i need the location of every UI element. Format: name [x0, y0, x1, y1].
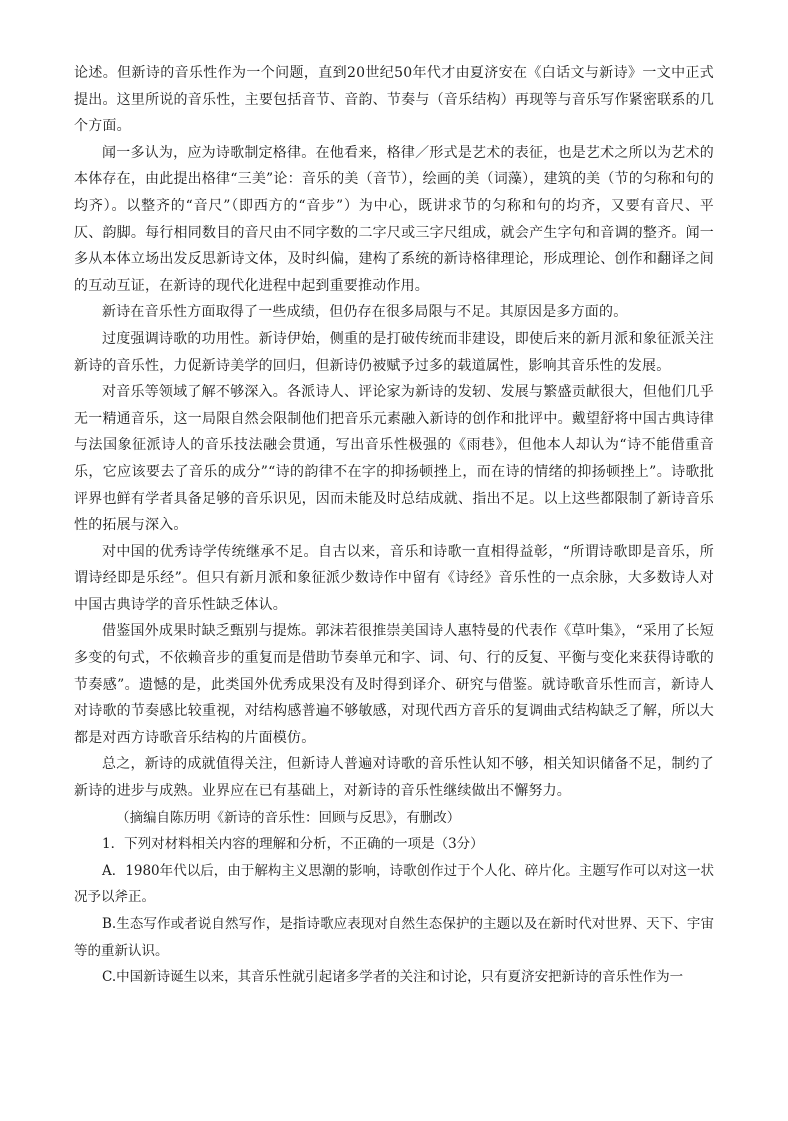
paragraph-2: 闻一多认为，应为诗歌制定格律。在他看来，格律／形式是艺术的表征，也是艺术之所以为艺术的本体存在，由此提出格律“三美”论：音乐的美（音节），绘画的美（词藻），建筑的美（节的匀称和句的均齐）。以整齐的“音尺”（即西方的“音步”）为中心，既讲求节的匀称和句的均齐，又要有音尺、平仄、韵脚。每行相同数目的音尺由不同字数的二字尺或三字尺组成，就会产生字句和音调的整齐。闻一多从本体立场出发反思新诗文体，及时纠偏，建构了系统的新诗格律理论，形成理论、创作和翻译之间的互动互证，在新诗的现代化进程中起到重要推动作用。	[74, 144, 714, 294]
paragraph-1: 论述。但新诗的音乐性作为一个问题，直到20世纪50年代才由夏济安在《白话文与新诗》一文中正式提出。这里所说的音乐性，主要包括音节、音韵、节奏与（音乐结构）再现等与音乐写作紧密联系的几个方面。	[74, 65, 714, 135]
paragraph-3: 新诗在音乐性方面取得了一些成绩，但仍存在很多局限与不足。其原因是多方面的。	[102, 304, 628, 321]
question-stem: 1．下列对材料相关内容的理解和分析，不正确的一项是（3分）	[102, 836, 484, 853]
option-c: C.中国新诗诞生以来，其音乐性就引起诸多学者的关注和讨论，只有夏济安把新诗的音乐性作为一	[102, 969, 684, 986]
paragraph-4: 过度强调诗歌的功用性。新诗伊始，侧重的是打破传统而非建设，即使后来的新月派和象征派关注新诗的音乐性，力促新诗美学的回归，但新诗仍被赋予过多的载道属性，影响其音乐性的发展。	[74, 330, 714, 374]
paragraph-8: 总之，新诗的成就值得关注，但新诗人普遍对诗歌的音乐性认知不够，相关知识储备不足，制约了新诗的进步与成熟。业界应在已有基础上，对新诗的音乐性继续做出不懈努力。	[74, 756, 714, 800]
article-body	[74, 60, 714, 991]
paragraph-7: 借鉴国外成果时缺乏甄别与提炼。郭沫若很推崇美国诗人惠特曼的代表作《草叶集》，“采用了长短多变的句式，不依赖音步的重复而是借助节奏单元和字、词、句、行的反复、平衡与变化来获得诗歌的节奏感”。遗憾的是，此类国外优秀成果没有及时得到译介、研究与借鉴。就诗歌音乐性而言，新诗人对诗歌的节奏感比较重视，对结构感普遍不够敏感，对现代西方音乐的复调曲式结构缺乏了解，所以大都是对西方诗歌音乐结构的片面模仿。	[74, 623, 714, 746]
source-citation: （摘编自陈历明《新诗的音乐性：回顾与反思》，有删改）	[116, 809, 461, 826]
paragraph-5: 对音乐等领域了解不够深入。各派诗人、评论家为新诗的发轫、发展与繁盛贡献很大，但他们几乎无一精通音乐，这一局限自然会限制他们把音乐元素融入新诗的创作和批评中。戴望舒将中国古典诗律与法国象征派诗人的音乐技法融会贯通，写出音乐性极强的《雨巷》，但他本人却认为“诗不能借重音乐，它应该要去了音乐的成分”“诗的韵律不在字的抑扬顿挫上，而在诗的情绪的抑扬顿挫上”。诗歌批评界也鲜有学者具备足够的音乐识见，因而未能及时总结成就、指出不足。以上这些都限制了新诗音乐性的拓展与深入。	[74, 384, 714, 534]
option-b: B.生态写作或者说自然写作，是指诗歌应表现对自然生态保护的主题以及在新时代对世界、天下、宇宙等的重新认识。	[74, 916, 714, 959]
option-a: A．1980年代以后，由于解构主义思潮的影响，诗歌创作过于个人化、碎片化。主题写作可以对这一状况予以斧正。	[74, 862, 714, 906]
paragraph-6: 对中国的优秀诗学传统继承不足。自古以来，音乐和诗歌一直相得益彰，“所谓诗歌即是音乐，所谓诗经即是乐经”。但只有新月派和象征派少数诗作中留有《诗经》音乐性的一点余脉，大多数诗人对中国古典诗学的音乐性缺乏体认。	[74, 543, 714, 613]
